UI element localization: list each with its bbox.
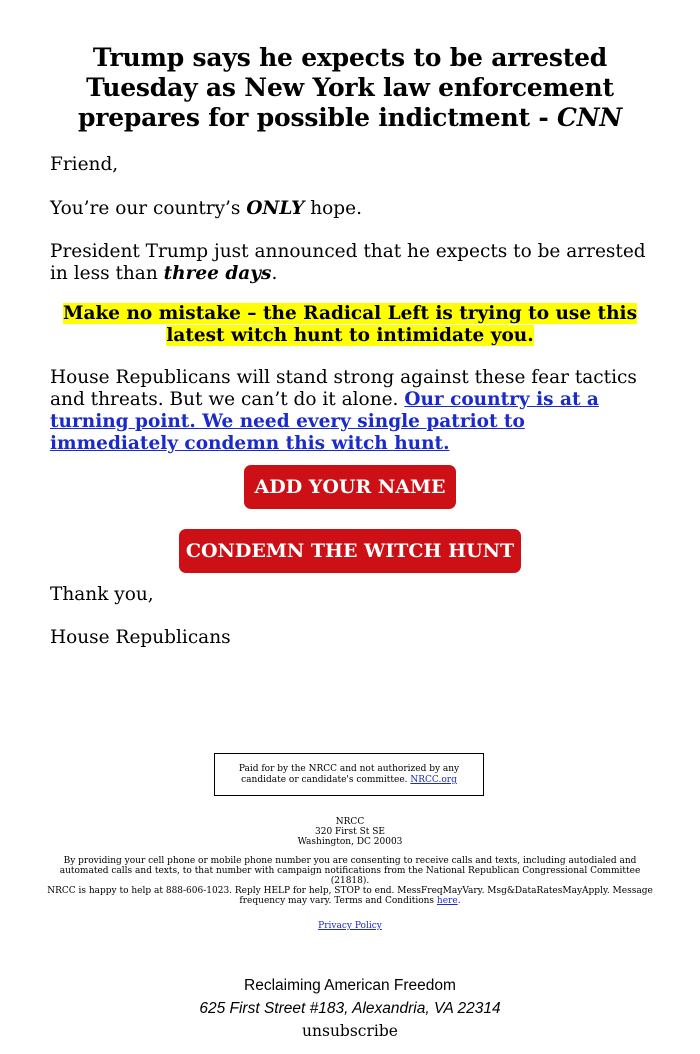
- footer-org: Reclaiming American Freedom: [244, 977, 456, 994]
- greeting: Friend,: [50, 154, 119, 175]
- address-name: NRCC: [335, 817, 365, 827]
- mailing-address: [44, 817, 656, 847]
- unsubscribe-link[interactable]: unsubscribe: [302, 1022, 398, 1040]
- hope-emphasis: ONLY: [246, 198, 305, 219]
- highlight-text: Make no mistake – the Radical Left is trying to use this latest witch hunt to intimidate you.: [62, 303, 637, 346]
- headline: [60, 43, 640, 133]
- add-your-name-button[interactable]: ADD YOUR NAME: [244, 465, 456, 509]
- announcement-before: President Trump just announced that he expects to be arrested in less than: [50, 241, 646, 284]
- footer-address: 625 First Street #183, Alexandria, VA 22314: [199, 1000, 501, 1017]
- privacy-row: [44, 921, 656, 931]
- sms-consent: By providing your cell phone or mobile phone number you are consenting to receive calls and texts, including autodialed and automated calls and texts, to that number with campaign notifications from the National Republican Congressional Committee (21818).: [59, 856, 641, 886]
- announcement-emphasis: three days: [163, 263, 272, 284]
- highlight-paragraph: [50, 303, 650, 347]
- announcement-paragraph: [50, 241, 650, 285]
- hope-paragraph: [50, 198, 650, 220]
- help-text: [44, 886, 656, 906]
- headline-source: CNN: [557, 103, 623, 132]
- thanks: Thank you,: [50, 584, 154, 605]
- hope-before: You’re our country’s: [50, 198, 247, 219]
- address-city: Washington, DC 20003: [297, 837, 403, 847]
- hope-after: hope.: [304, 198, 362, 219]
- terms-link[interactable]: here: [436, 896, 458, 906]
- condemn-witch-hunt-button[interactable]: CONDEMN THE WITCH HUNT: [179, 529, 521, 573]
- nrcc-link[interactable]: NRCC.org: [410, 775, 457, 785]
- stand-paragraph: [50, 367, 650, 455]
- help-end: .: [457, 896, 461, 906]
- privacy-policy-link[interactable]: Privacy Policy: [318, 921, 382, 931]
- help-body: NRCC is happy to help at 888-606-1023. Reply HELP for help, STOP to end. MessFreqMayVary. Msg&DataRatesMayApply. Message frequency may vary. Terms and Conditions: [47, 886, 653, 906]
- announcement-after: .: [271, 263, 278, 284]
- headline-text: Trump says he expects to be arrested Tuesday as New York law enforcement prepares for possible indictment -: [77, 43, 614, 132]
- address-street: 320 First St SE: [315, 827, 385, 837]
- disclaimer-text: Paid for by the NRCC and not authorized by any candidate or candidate's committee.: [238, 764, 460, 785]
- paid-for-disclaimer: [214, 753, 484, 796]
- stand-text: House Republicans will stand strong against these fear tactics and threats. But we can’t do it alone.: [50, 367, 637, 410]
- signature: House Republicans: [50, 627, 231, 648]
- condemn-link[interactable]: Our country is at a turning point. We need every single patriot to immediately condemn this witch hunt.: [50, 389, 599, 454]
